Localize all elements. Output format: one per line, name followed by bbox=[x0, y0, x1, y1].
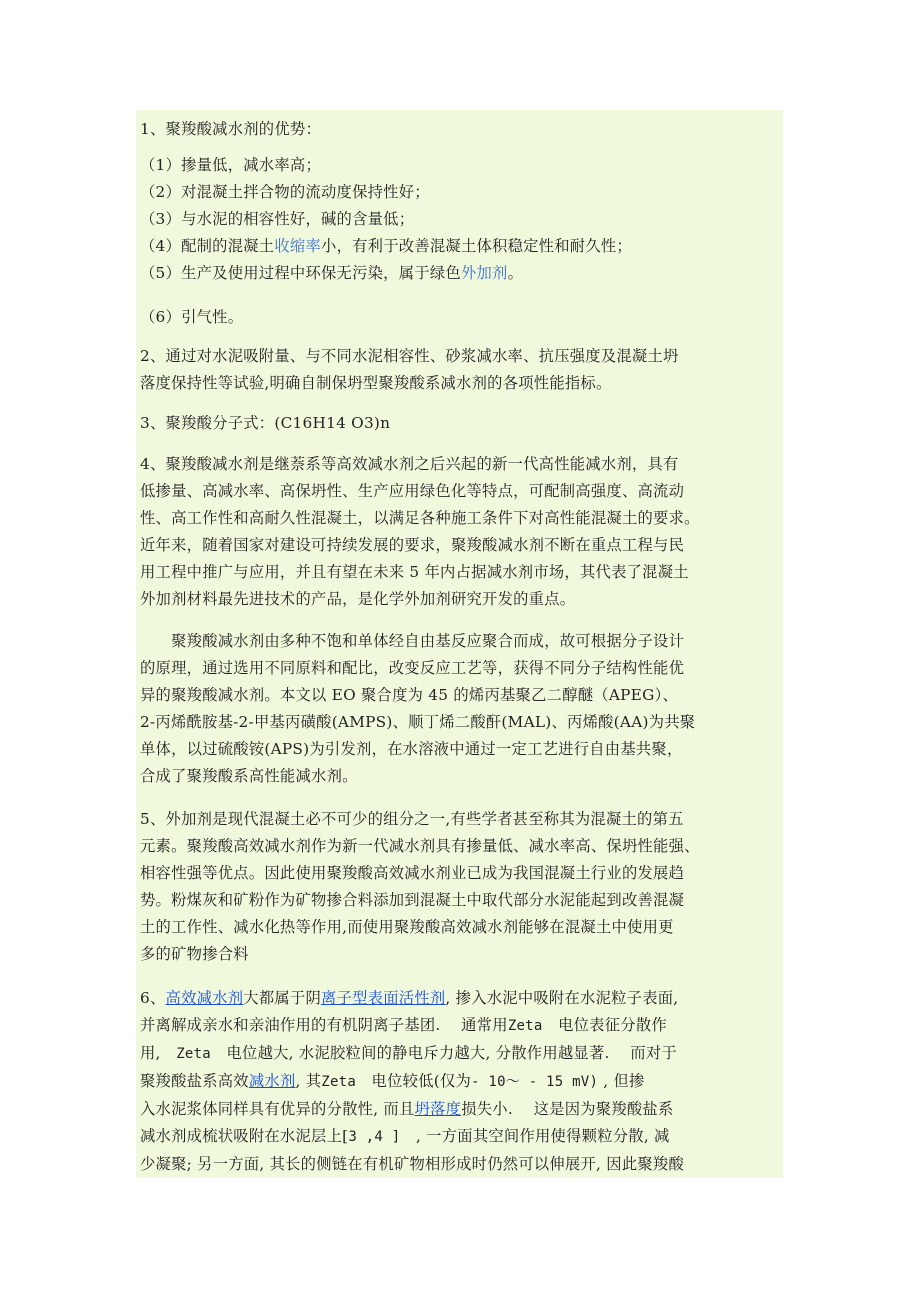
paragraph-line bbox=[140, 985, 783, 1012]
zeta-term: Zeta bbox=[507, 1018, 543, 1034]
citation-ref: 3 ,4 ] bbox=[348, 1129, 401, 1145]
paragraph-line: 用工程中推广与应用，并且有望在未来 5 年内占据减水剂市场，其代表了混凝土 bbox=[140, 563, 689, 581]
text-run: 并离解成亲水和亲油作用的有机阴离子基团. 通常用 bbox=[140, 1016, 508, 1034]
paragraph-line: 元素。聚羧酸高效减水剂作为新一代减水剂具有掺量低、减水率高、保坍性能强、 bbox=[140, 837, 700, 855]
paragraph-line: 土的工作性、减水化热等作用,而使用聚羧酸高效减水剂能够在混凝土中使用更 bbox=[140, 918, 674, 936]
zeta-range: - 10～ - 15 mV) bbox=[471, 1074, 599, 1090]
paragraph-line: 相容性强等优点。因此使用聚羧酸高效减水剂业已成为我国混凝土行业的发展趋 bbox=[140, 864, 685, 882]
section-4 bbox=[140, 451, 783, 613]
text-run: 大都属于阴 bbox=[243, 989, 322, 1007]
list-item bbox=[140, 233, 783, 260]
text-run: 小，有利于改善混凝土体积稳定性和耐久性； bbox=[321, 237, 632, 255]
text-run: , 其 bbox=[295, 1072, 322, 1090]
section-3 bbox=[140, 410, 783, 437]
section-2 bbox=[140, 343, 783, 397]
link-anionic-surfactant[interactable]: 离子型表面活性剂 bbox=[321, 989, 446, 1007]
molecular-formula-line: 3、聚羧酸分子式：(C16H14 O3)n bbox=[140, 414, 391, 432]
paragraph-line: 多的矿物掺合料 bbox=[140, 945, 249, 963]
text-run: 电位较低(仅为 bbox=[356, 1072, 472, 1090]
text-run: 用, bbox=[140, 1044, 177, 1062]
section-4-synthesis bbox=[140, 628, 783, 790]
link-high-efficiency-water-reducer[interactable]: 高效减水剂 bbox=[165, 989, 244, 1007]
section-1-heading: 1、聚羧酸减水剂的优势： bbox=[140, 120, 321, 138]
list-item: （1）掺量低，减水率高； bbox=[140, 156, 321, 174]
text-run: 聚羧酸盐系高效 bbox=[140, 1072, 249, 1090]
text-run: 。 bbox=[507, 264, 524, 282]
text-run: 减水剂成梳状吸附在水泥层上[ bbox=[140, 1127, 349, 1145]
paragraph-line: 近年来，随着国家对建设可持续发展的要求，聚羧酸减水剂不断在重点工程与民 bbox=[140, 536, 685, 554]
paragraph-line bbox=[140, 1012, 783, 1040]
paragraph-line bbox=[140, 1123, 783, 1151]
list-item bbox=[140, 260, 783, 287]
paragraph-line: 性、高工作性和高耐久性混凝土，以满足各种施工条件下对高性能混凝土的要求。 bbox=[140, 509, 700, 527]
section-1-list bbox=[140, 152, 783, 287]
text-run: 入水泥浆体同样具有优异的分散性, 而且 bbox=[140, 1100, 415, 1118]
paragraph-line: 合成了聚羧酸系高性能减水剂。 bbox=[140, 767, 358, 785]
paragraph-line bbox=[140, 1096, 783, 1123]
paragraph-line: 落度保持性等试验,明确自制保坍型聚羧酸系减水剂的各项性能指标。 bbox=[140, 374, 612, 392]
paragraph-line: 势。粉煤灰和矿粉作为矿物掺合料添加到混凝土中取代部分水泥能起到改善混凝 bbox=[140, 891, 685, 909]
paragraph-line: 的原理，通过选用不同原料和配比，改变反应工艺等，获得不同分子结构性能优 bbox=[140, 659, 685, 677]
list-item: （2）对混凝土拌合物的流动度保持性好； bbox=[140, 183, 430, 201]
paragraph-line: 2、通过对水泥吸附量、与不同水泥相容性、砂浆减水率、抗压强度及混凝土坍 bbox=[140, 347, 679, 365]
section-1 bbox=[140, 116, 783, 143]
text-run: , 掺入水泥中吸附在水泥粒子表面, bbox=[445, 989, 679, 1007]
paragraph-line: 聚羧酸减水剂由多种不饱和单体经自由基反应聚合而成，故可根据分子设计 bbox=[140, 632, 685, 650]
text-run: 损失小. 这是因为聚羧酸盐系 bbox=[461, 1100, 674, 1118]
paragraph-line: 少凝聚; 另一方面, 其长的侧链在有机矿物相形成时仍然可以伸展开, 因此聚羧酸 bbox=[140, 1155, 685, 1173]
paragraph-line: 2-丙烯酰胺基-2-甲基丙磺酸(AMPS)、顺丁烯二酸酐(MAL)、丙烯酸(AA)为共聚 bbox=[140, 713, 696, 731]
section-6 bbox=[140, 985, 783, 1178]
section-5 bbox=[140, 806, 783, 968]
document-page bbox=[136, 110, 783, 1178]
text-run: , 但掺 bbox=[598, 1072, 645, 1090]
paragraph-line: 低掺量、高减水率、高保坍性、生产应用绿色化等特点，可配制高强度、高流动 bbox=[140, 482, 685, 500]
link-slump[interactable]: 坍落度 bbox=[414, 1100, 462, 1118]
link-water-reducer[interactable]: 减水剂 bbox=[248, 1072, 296, 1090]
text-run: , 一方面其空间作用使得颗粒分散, 减 bbox=[400, 1127, 670, 1145]
list-item: （6）引气性。 bbox=[140, 308, 244, 326]
paragraph-line: 5、外加剂是现代混凝土必不可少的组分之一,有些学者甚至称其为混凝土的第五 bbox=[140, 810, 684, 828]
paragraph-line: 异的聚羧酸减水剂。本文以 EO 聚合度为 45 的烯丙基聚乙二醇醚（APEG）、 bbox=[140, 686, 679, 704]
zeta-term: Zeta bbox=[321, 1074, 356, 1090]
paragraph-line: 单体，以过硫酸铵(APS)为引发剂，在水溶液中通过一定工艺进行自由基共聚， bbox=[140, 740, 683, 758]
paragraph-line: 4、聚羧酸减水剂是继萘系等高效减水剂之后兴起的新一代高性能减水剂，具有 bbox=[140, 455, 679, 473]
text-run: 6、 bbox=[140, 989, 166, 1007]
paragraph-line bbox=[140, 1068, 783, 1096]
text-run: （5）生产及使用过程中环保无污染，属于绿色 bbox=[140, 264, 461, 282]
paragraph-line: 外加剂材料最先进技术的产品，是化学外加剂研究开发的重点。 bbox=[140, 590, 576, 608]
text-run: （4）配制的混凝土 bbox=[140, 237, 275, 255]
paragraph-line bbox=[140, 1040, 783, 1068]
section-1-item-6 bbox=[140, 304, 783, 331]
text-run: 电位越大, 水泥胶粒间的静电斥力越大, 分散作用越显著. 而对于 bbox=[210, 1044, 677, 1062]
zeta-term: Zeta bbox=[176, 1046, 211, 1062]
text-run: 电位表征分散作 bbox=[542, 1016, 667, 1034]
link-shrinkage-rate[interactable]: 收缩率 bbox=[274, 237, 322, 255]
list-item: （3）与水泥的相容性好，碱的含量低； bbox=[140, 210, 415, 228]
link-admixture[interactable]: 外加剂 bbox=[460, 264, 508, 282]
